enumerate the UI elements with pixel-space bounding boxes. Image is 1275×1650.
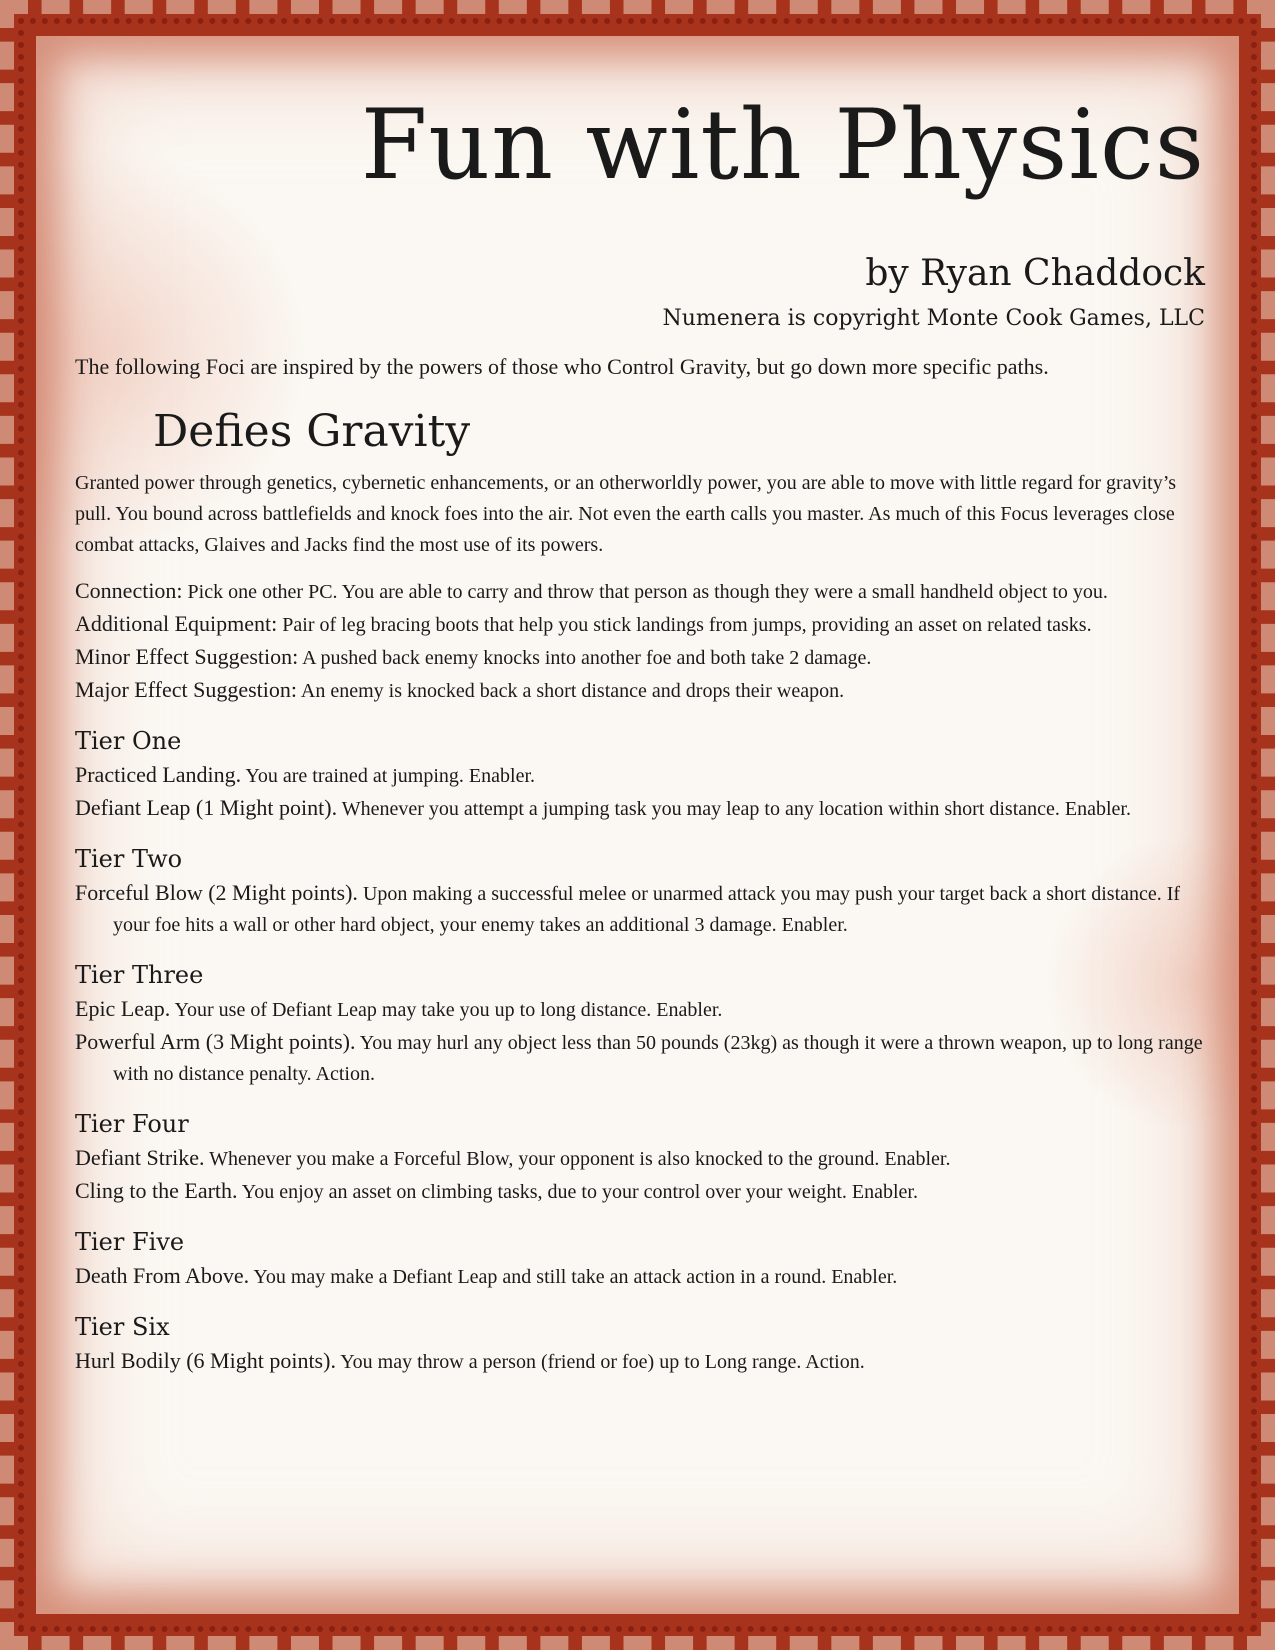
ability-text: Your use of Defiant Leap may take you up to long distance. Enabler.	[170, 999, 723, 1021]
tier-heading: Tier Three	[75, 961, 204, 989]
ability-name: Cling to the Earth.	[75, 1178, 238, 1203]
detail-minor-effect	[75, 641, 1205, 674]
ability-name: Death From Above.	[75, 1263, 250, 1288]
tier-heading: Tier Six	[75, 1313, 170, 1341]
document-title: Fun with Physics	[360, 89, 1205, 201]
tier-heading: Tier Two	[75, 845, 183, 873]
ability-text: You may throw a person (friend or foe) up to Long range. Action.	[335, 1351, 865, 1373]
ability-text: Upon making a successful melee or unarmed attack you may push your target back a short distance. If your foe hits a wall or other hard object, your enemy takes an additional 3 damage. Enabler.	[113, 883, 1181, 936]
focus-details	[75, 575, 1205, 707]
ability-text: You may make a Defiant Leap and still take an attack action in a round. Enabler.	[249, 1266, 898, 1288]
ability-item	[75, 1026, 1205, 1090]
detail-lead: Additional Equipment:	[75, 611, 278, 636]
ability-text: Whenever you attempt a jumping task you may leap to any location within short distance. Enabler.	[337, 798, 1131, 820]
tier-two-section	[75, 843, 1205, 941]
tier-four-section	[75, 1108, 1205, 1208]
tier-six-section	[75, 1311, 1205, 1378]
ability-item	[75, 877, 1205, 941]
ability-item	[75, 1260, 1205, 1293]
ability-text: You may hurl any object less than 50 pounds (23kg) as though it were a thrown weapon, up to long range with no distance penalty. Action.	[113, 1032, 1203, 1085]
detail-text: An enemy is knocked back a short distance and drops their weapon.	[297, 680, 845, 702]
ability-item	[75, 792, 1205, 825]
ability-name: Epic Leap.	[75, 996, 171, 1021]
detail-major-effect	[75, 674, 1205, 707]
ability-text: You are trained at jumping. Enabler.	[241, 765, 535, 787]
detail-text: A pushed back enemy knocks into another foe and both take 2 damage.	[298, 647, 872, 669]
ability-item	[75, 1175, 1205, 1208]
tier-five-section	[75, 1226, 1205, 1293]
tier-one-section	[75, 725, 1205, 825]
ability-name: Defiant Strike.	[75, 1145, 205, 1170]
ability-item	[75, 759, 1205, 792]
tier-three-section	[75, 959, 1205, 1090]
focus-title: Defies Gravity	[153, 406, 471, 457]
detail-additional-equipment	[75, 608, 1205, 641]
tier-heading: Tier Five	[75, 1228, 185, 1256]
ability-item	[75, 1142, 1205, 1175]
ability-text: Whenever you make a Forceful Blow, your opponent is also knocked to the ground. Enabler.	[204, 1148, 951, 1170]
ability-name: Practiced Landing.	[75, 762, 242, 787]
ability-name: Forceful Blow (2 Might points).	[75, 880, 358, 905]
detail-lead: Major Effect Suggestion:	[75, 677, 297, 702]
document-body	[75, 80, 1205, 1378]
ability-name: Hurl Bodily (6 Might points).	[75, 1348, 336, 1373]
detail-connection	[75, 575, 1205, 608]
detail-text: Pair of leg bracing boots that help you stick landings from jumps, providing an asset on related tasks.	[277, 614, 1092, 636]
ability-name: Defiant Leap (1 Might point).	[75, 795, 338, 820]
ability-name: Powerful Arm (3 Might points).	[75, 1029, 356, 1054]
detail-lead: Minor Effect Suggestion:	[75, 644, 299, 669]
focus-description: Granted power through genetics, cybernetic enhancements, or an otherworldly power, you are able to move with little regard for gravity’s pull. You bound across battlefields and knock foes into the air. Not even the earth calls you master. As much of this Focus leverages close combat attacks, Glaives and Jacks find the most use of its powers.	[75, 472, 1177, 556]
ability-item	[75, 993, 1205, 1026]
tier-heading: Tier Four	[75, 1110, 189, 1138]
detail-text: Pick one other PC. You are able to carry and throw that person as though they were a small handheld object to you.	[182, 581, 1108, 603]
author-byline: by Ryan Chaddock	[865, 253, 1205, 294]
tier-heading: Tier One	[75, 727, 182, 755]
ability-item	[75, 1345, 1205, 1378]
copyright-notice: Numenera is copyright Monte Cook Games, LLC	[662, 306, 1205, 331]
ability-text: You enjoy an asset on climbing tasks, due to your control over your weight. Enabler.	[237, 1181, 918, 1203]
intro-paragraph: The following Foci are inspired by the powers of those who Control Gravity, but go down more specific paths.	[75, 354, 1049, 379]
detail-lead: Connection:	[75, 578, 183, 603]
